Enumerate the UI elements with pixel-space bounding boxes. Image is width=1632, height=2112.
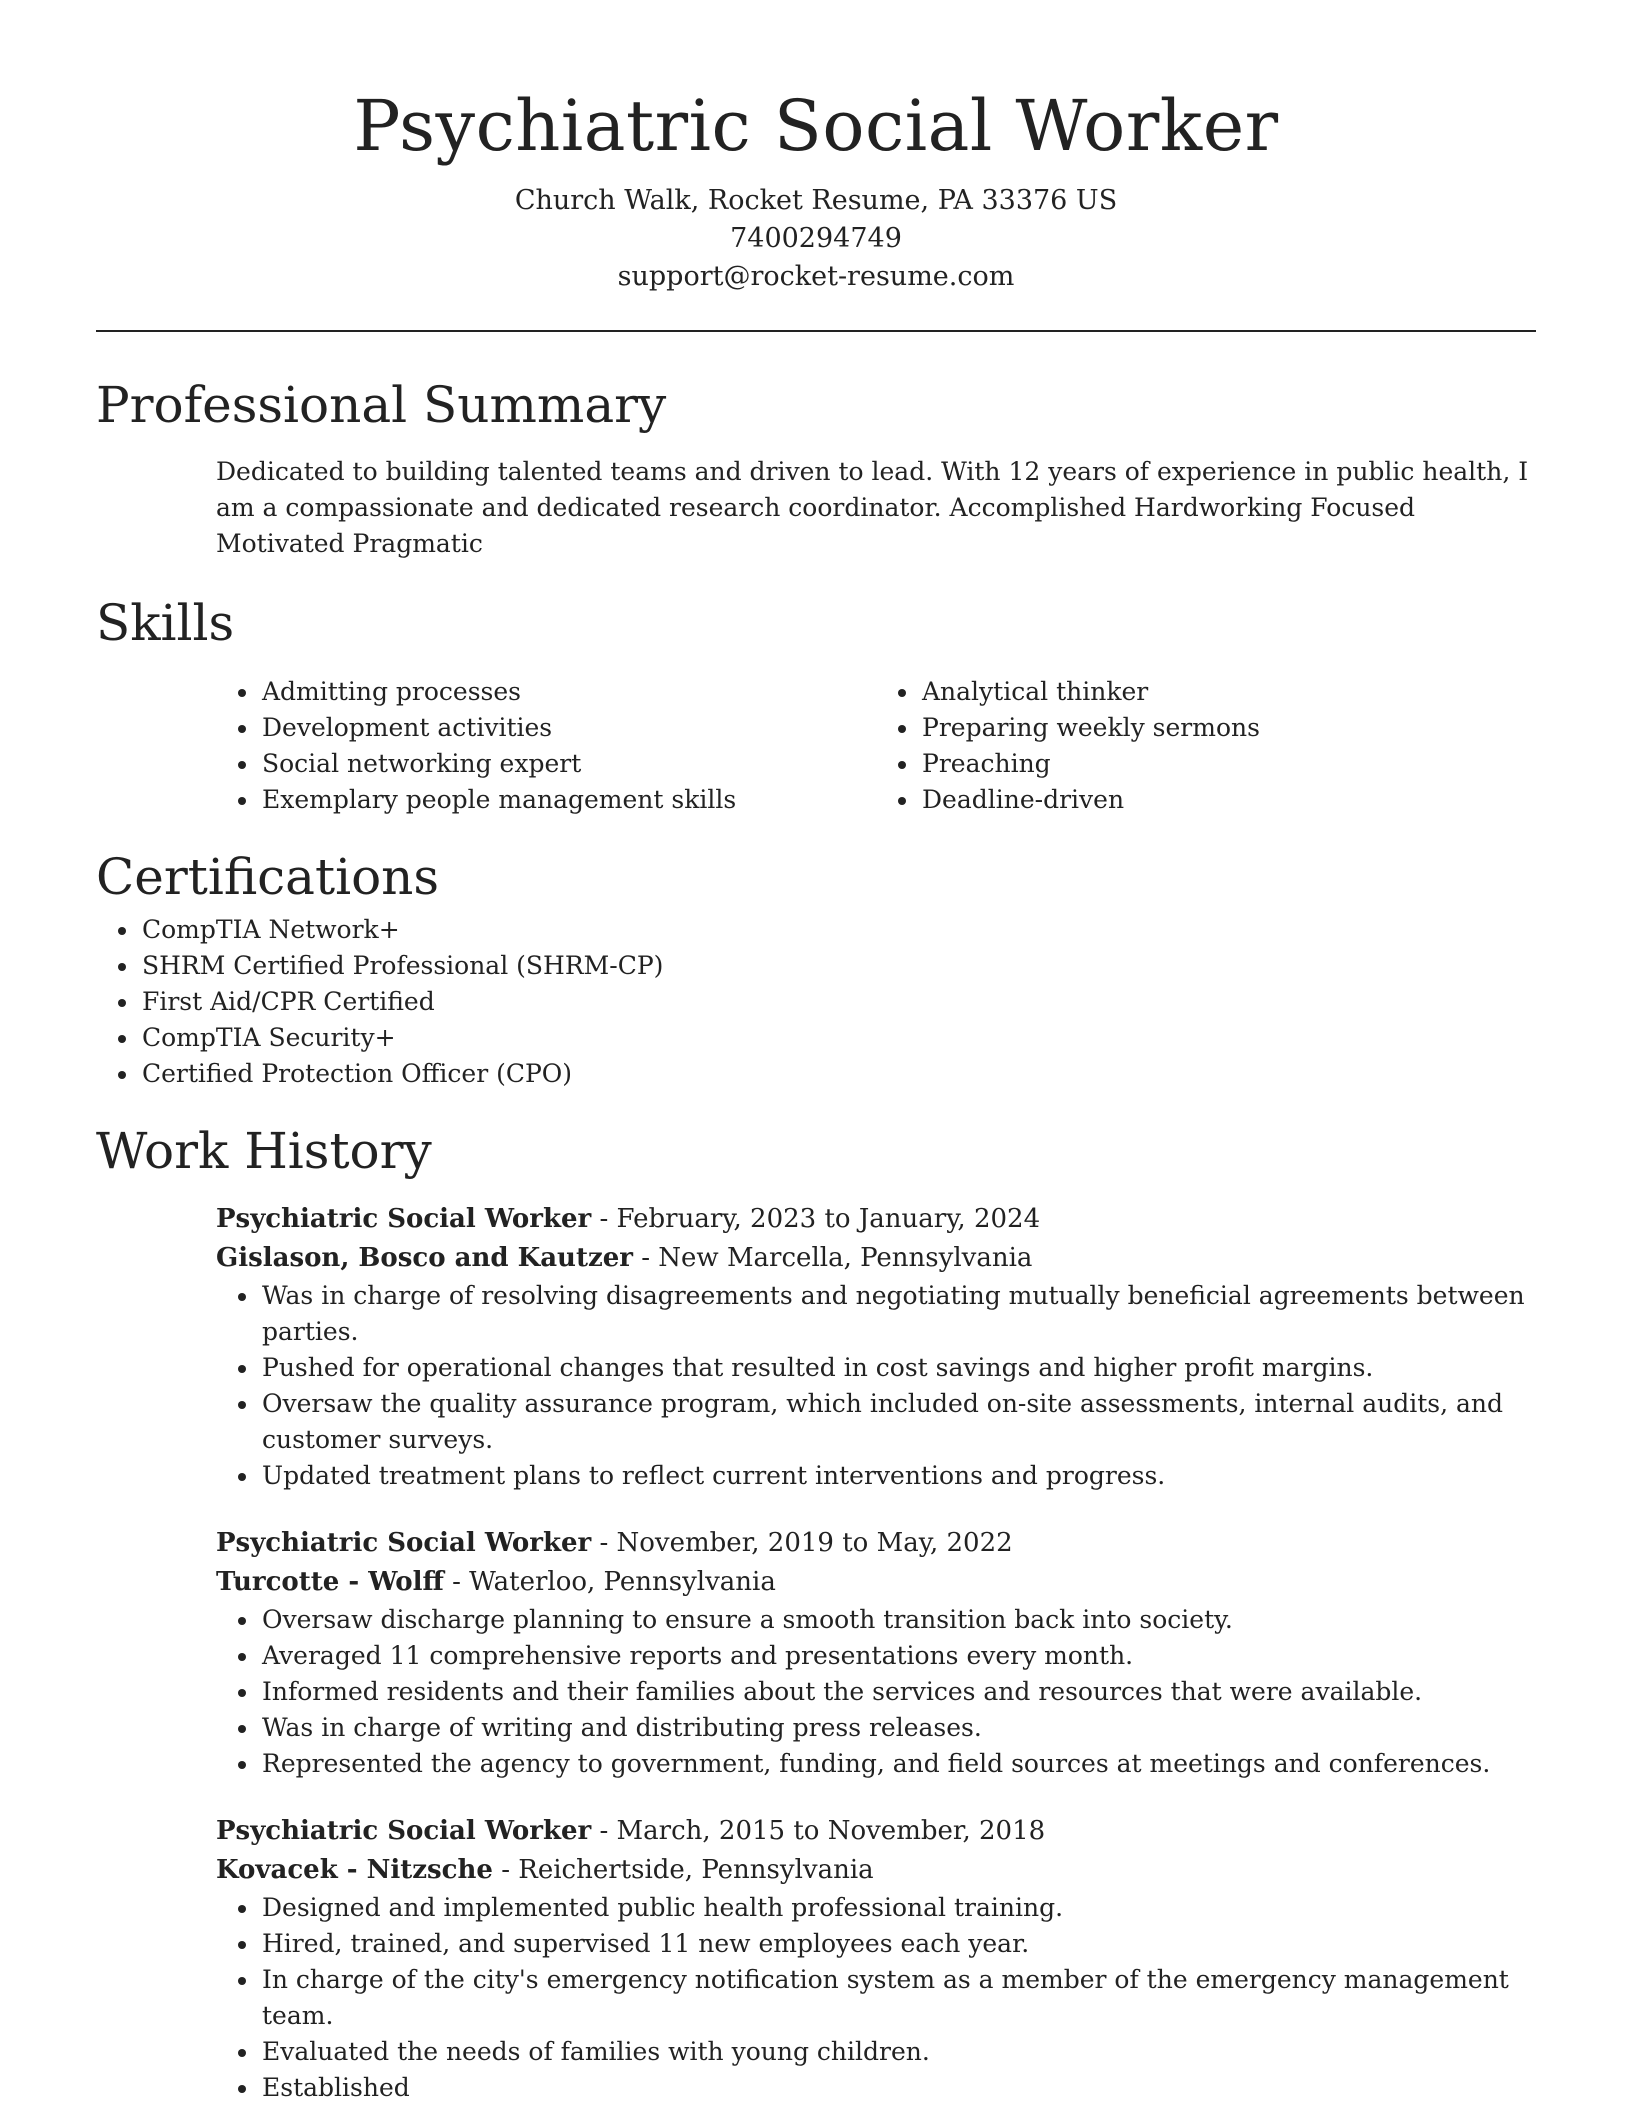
job-dates: November, 2019 to May, 2022 [616,1528,1013,1558]
separator: - [591,1528,617,1558]
summary-text: Dedicated to building talented teams and driven to lead. With 12 years of experience in public health, I am a compassionate and dedicated research coordinator. Accomplished Hardworking Focused Motivated Pragmatic [216,457,1529,558]
certifications-section [96,842,1536,1092]
job-role: Psychiatric Social Worker [216,1528,592,1558]
job-duty: • Oversaw discharge planning to ensure a smooth transition back into society. [260,1602,1536,1638]
job-duty: • Evaluated the needs of families with young children. [260,2034,1536,2070]
job-duty: • Established [260,2070,1536,2106]
skill-item: • Preparing weekly sermons [920,710,1536,746]
separator: - [632,1243,659,1273]
job-dates: February, 2023 to January, 2024 [616,1204,1041,1234]
skill-item: • Social networking expert [260,746,876,782]
certification-item: • SHRM Certified Professional (SHRM-CP) [140,948,1536,984]
contact-address: Church Walk, Rocket Resume, PA 33376 US [514,185,1118,216]
job-company: Kovacek - Nitzsche [216,1855,493,1885]
skills-heading: Skills [96,594,235,652]
job-duty: • Updated treatment plans to reflect current interventions and progress. [260,1458,1536,1494]
job-location: Reichertside, Pennsylvania [518,1855,874,1885]
job-duty: • Informed residents and their families about the services and resources that were available. [260,1674,1536,1710]
job-duty: • Oversaw the quality assurance program, which included on-site assessments, internal audits, and customer surveys. [260,1386,1536,1458]
skill-item: • Deadline-driven [920,782,1536,818]
separator: - [591,1816,617,1846]
contact-block [96,182,1536,296]
skills-grid [216,674,1536,818]
job-duty: • Was in charge of resolving disagreements and negotiating mutually beneficial agreements between parties. [260,1278,1536,1350]
job-location: Waterloo, Pennsylvania [469,1567,776,1597]
job-role: Psychiatric Social Worker [216,1204,592,1234]
certification-item: • Certified Protection Officer (CPO) [140,1056,1536,1092]
certification-item: • CompTIA Network+ [140,912,1536,948]
certifications-list [96,912,1536,1092]
job-company: Turcotte - Wolff [216,1567,444,1597]
job-company-line [216,1239,1536,1278]
job-duty: • Pushed for operational changes that resulted in cost savings and higher profit margins. [260,1350,1536,1386]
skill-item: • Admitting processes [260,674,876,710]
job-company: Gislason, Bosco and Kautzer [216,1243,633,1273]
skills-list-right [876,674,1536,818]
skill-item: • Preaching [920,746,1536,782]
job-dates: March, 2015 to November, 2018 [616,1816,1046,1846]
separator: - [443,1567,470,1597]
job-duty: • Was in charge of writing and distributing press releases. [260,1710,1536,1746]
work-history-heading: Work History [96,1122,432,1180]
job-duties-list [216,1278,1536,1494]
separator: - [492,1855,519,1885]
job-role: Psychiatric Social Worker [216,1816,592,1846]
resume-header [96,0,1536,296]
job-entry-1 [216,1200,1536,1494]
summary-heading: Professional Summary [96,376,667,434]
job-company-line [216,1563,1536,1602]
certification-item: • CompTIA Security+ [140,1020,1536,1056]
header-divider [96,330,1536,332]
contact-email: support@rocket-resume.com [617,261,1015,292]
job-duty: • In charge of the city's emergency notification system as a member of the emergency management team. [260,1962,1536,2034]
work-history-section [96,1116,1536,2106]
skill-item: • Development activities [260,710,876,746]
certifications-heading: Certifications [96,848,440,906]
summary-section [96,370,1536,562]
contact-phone: 7400294749 [730,223,902,254]
job-duty: • Hired, trained, and supervised 11 new employees each year. [260,1926,1536,1962]
job-title-line [216,1812,1536,1851]
skill-item: • Exemplary people management skills [260,782,876,818]
certification-item: • First Aid/CPR Certified [140,984,1536,1020]
job-duty: • Designed and implemented public health professional training. [260,1890,1536,1926]
skills-list-left [216,674,876,818]
job-duties-list [216,1602,1536,1782]
job-duties-list [216,1890,1536,2106]
job-entry-3 [216,1812,1536,2106]
candidate-name: Psychiatric Social Worker [353,85,1279,167]
skills-section [96,588,1536,818]
job-duty: • Represented the agency to government, funding, and field sources at meetings and conferences. [260,1746,1536,1782]
job-title-line [216,1524,1536,1563]
job-location: New Marcella, Pennsylvania [658,1243,1033,1273]
skill-item: • Analytical thinker [920,674,1536,710]
job-entry-2 [216,1524,1536,1782]
separator: - [591,1204,617,1234]
job-title-line [216,1200,1536,1239]
job-company-line [216,1851,1536,1890]
job-duty: • Averaged 11 comprehensive reports and presentations every month. [260,1638,1536,1674]
